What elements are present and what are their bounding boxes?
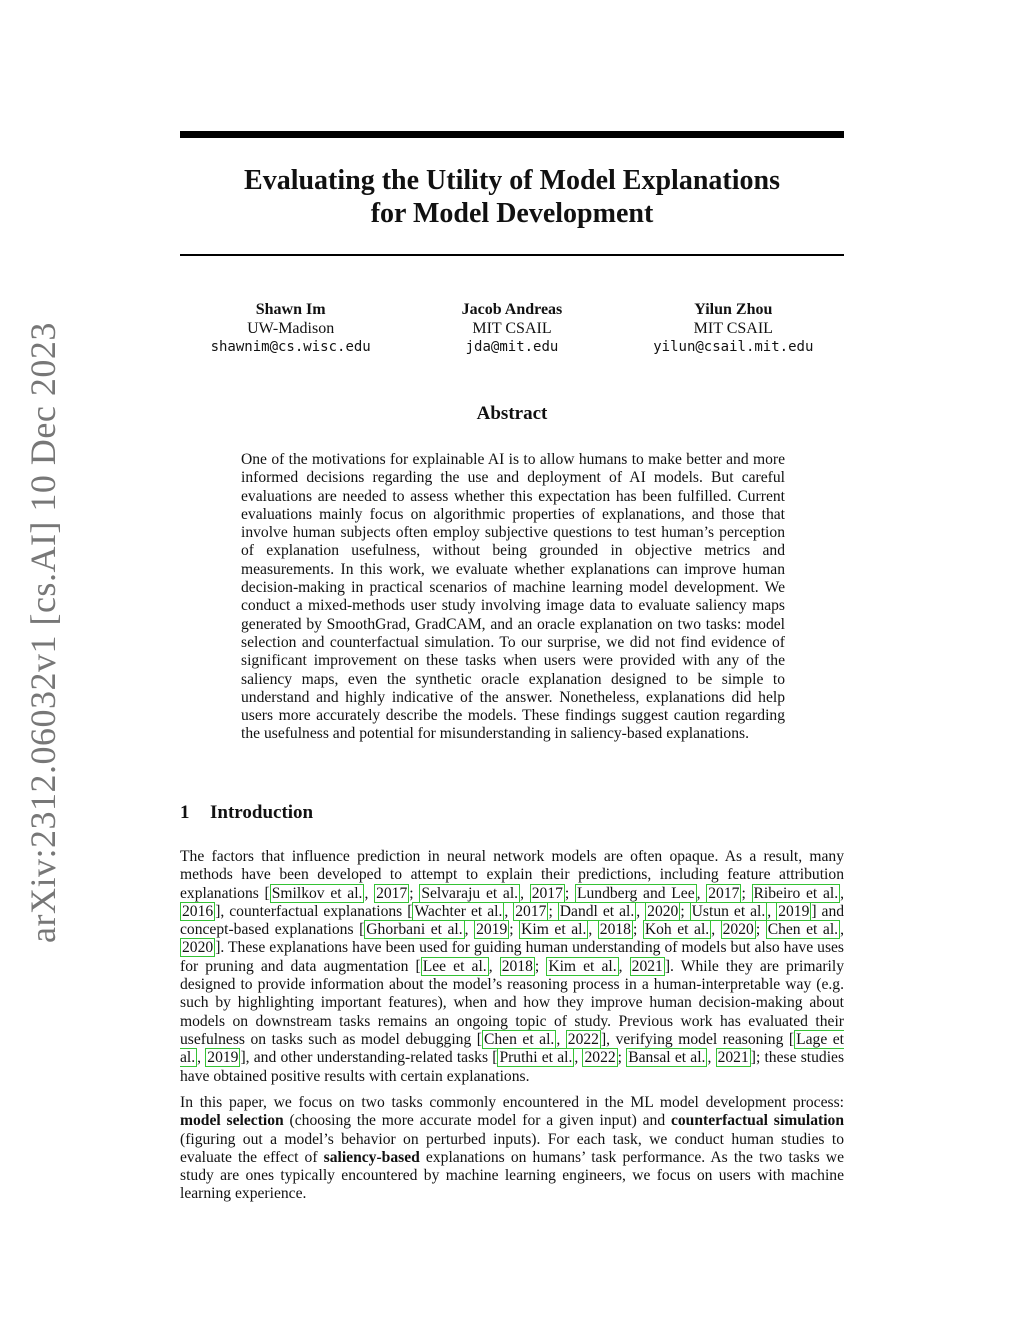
- author-2: [402, 300, 622, 357]
- citation-year-link[interactable]: 2022: [567, 1030, 599, 1048]
- citation-year-link[interactable]: 2017: [376, 884, 408, 902]
- text-run: ;: [509, 921, 520, 939]
- text-run: ;: [564, 884, 575, 902]
- abstract-text: One of the motivations for explainable AI is to allow humans to make better and more informed decisions regarding the use and deployment of AI models. But careful evaluations are needed to assess whether this expectation has been fulfilled. Current evaluations mainly focus on algorithmic properties of explanations, and those that involve human subjects often employ subjective questions to test human’s perception of explanation usefulness, without being grounded in objective metrics and measurements. In this work, we evaluate whether explanations can improve human decision-making in practical scenarios of machine learning model development. We conduct a mixed-methods user study involving image data to evaluate saliency maps generated by SmoothGrad, GradCAM, and an oracle explanation on two tasks: model selection and counterfactual simulation. To our surprise, we did not find evidence of significant improvement on these tasks when users were provided with any of the saliency maps, even the synthetic oracle explanation designed to be simple to understand and highly indicative of the answer. Nonetheless, explanations did help users more accurately describe the models. These findings suggest caution regarding the usefulness and potential for misunderstanding in saliency-based explanations.: [241, 451, 785, 743]
- citation-author-link[interactable]: Ustun et al.: [691, 902, 766, 920]
- author-name: Shawn Im: [255, 301, 326, 318]
- author-name: Yilun Zhou: [694, 301, 773, 318]
- text-run: ,: [574, 1049, 583, 1067]
- text-run: ;: [548, 902, 558, 920]
- citation-author-link[interactable]: Pruthi et al.: [499, 1049, 573, 1067]
- section-number: 1: [180, 802, 190, 823]
- citation-author-link[interactable]: Koh et al.: [644, 921, 710, 939]
- text-run: The factors that influence prediction in neural network models are often opaque. As a result, many methods have been developed to attempt to explain their predictions, including feature attribution explanations [: [180, 848, 844, 902]
- citation-author-link[interactable]: Lundberg and Lee: [576, 884, 695, 902]
- text-run: ;: [680, 902, 690, 920]
- text-run: ,: [556, 1030, 566, 1048]
- text-run: ,: [767, 902, 777, 920]
- author-email[interactable]: yilun@csail.mit.edu: [653, 339, 814, 355]
- citation-year-link[interactable]: 2020: [647, 902, 679, 920]
- text-run: ,: [464, 921, 475, 939]
- text-run: ;: [741, 884, 752, 902]
- citation-author-link[interactable]: Ghorbani et al.: [366, 921, 463, 939]
- citation-author-link[interactable]: Wachter et al.: [414, 902, 503, 920]
- citation-author-link[interactable]: Smilkov et al.: [271, 884, 363, 902]
- author-affiliation: MIT CSAIL: [693, 320, 773, 337]
- citation-year-link[interactable]: 2021: [717, 1049, 749, 1067]
- text-run: ,: [707, 1049, 716, 1067]
- text-run: ,: [696, 884, 707, 902]
- author-email[interactable]: jda@mit.edu: [465, 339, 559, 355]
- citation-year-link[interactable]: 2017: [708, 884, 740, 902]
- citation-author-link[interactable]: Ribeiro et al.: [753, 884, 839, 902]
- citation-year-link[interactable]: 2019: [476, 921, 508, 939]
- citation-year-link[interactable]: 2017: [531, 884, 563, 902]
- citation-year-link[interactable]: 2016: [182, 902, 214, 920]
- author-affiliation: MIT CSAIL: [472, 320, 552, 337]
- text-run: ], verifying model reasoning [: [600, 1030, 795, 1048]
- text-run: ,: [840, 921, 844, 939]
- citation-year-link[interactable]: 2018: [501, 957, 533, 975]
- citation-year-link[interactable]: 2019: [207, 1049, 239, 1067]
- intro-paragraph-2: [180, 1094, 844, 1204]
- citation-author-link[interactable]: Lee et al.: [422, 957, 487, 975]
- author-1: [181, 300, 401, 357]
- text-run: (choosing the more accurate model for a given input) and: [283, 1112, 671, 1130]
- title-line-1: Evaluating the Utility of Model Explanations: [244, 165, 780, 196]
- text-run: In this paper, we focus on two tasks commonly encountered in the ML model development process:: [180, 1094, 844, 1111]
- citation-author-link[interactable]: Bansal et al.: [628, 1049, 706, 1067]
- author-name: Jacob Andreas: [461, 301, 563, 318]
- bold-term: saliency-based: [323, 1148, 420, 1166]
- text-run: ]. While they are primarily designed to provide information about the model’s reasoning process in a human-interpretable way (e.g. such by highlighting important features), when and how they improve human decision-making about models on downstream tasks remains an ongoing topic of study. Previous work has evaluated their usefulness on tasks such as model debugging [: [180, 957, 845, 1048]
- author-affiliation: UW-Madison: [247, 320, 335, 337]
- bold-term: counterfactual simulation: [670, 1112, 844, 1130]
- author-3: [623, 300, 843, 357]
- citation-author-link[interactable]: Lage et al.: [180, 1030, 845, 1067]
- citation-author-link[interactable]: Selvaraju et al.: [421, 884, 519, 902]
- bold-term: model selection: [180, 1112, 284, 1130]
- text-run: ,: [840, 884, 845, 902]
- title-line-2: for Model Development: [370, 198, 654, 229]
- arxiv-stamp: arXiv:2312.06032v1 [cs.AI] 10 Dec 2023: [23, 322, 63, 943]
- citation-year-link[interactable]: 2018: [599, 921, 631, 939]
- citation-year-link[interactable]: 2020: [182, 939, 214, 957]
- citation-year-link[interactable]: 2017: [515, 902, 547, 920]
- title-bottom-rule: [180, 254, 844, 256]
- text-run: (figuring out a model’s behavior on perturbed inputs). For each task, we conduct human studies to evaluate the effect of: [180, 1130, 844, 1166]
- section-title: Introduction: [210, 802, 314, 823]
- text-run: ,: [711, 921, 721, 939]
- intro-paragraph-1: [180, 848, 844, 1086]
- citation-author-link[interactable]: Chen et al.: [767, 921, 839, 939]
- author-email[interactable]: shawnim@cs.wisc.edu: [210, 339, 371, 355]
- section-heading: [180, 802, 313, 824]
- citation-year-link[interactable]: 2022: [584, 1049, 616, 1067]
- text-run: ;: [617, 1049, 627, 1067]
- title-top-rule: [180, 131, 844, 138]
- text-run: ,: [504, 902, 514, 920]
- text-run: ,: [488, 957, 500, 975]
- citation-year-link[interactable]: 2020: [722, 921, 754, 939]
- citation-year-link[interactable]: 2021: [631, 957, 663, 975]
- text-run: ], counterfactual explanations [: [215, 902, 413, 920]
- text-run: ] and concept-based explanations [: [180, 902, 845, 939]
- citation-author-link[interactable]: Dandl et al.: [559, 902, 635, 920]
- text-run: ,: [364, 884, 375, 902]
- text-run: ;: [632, 921, 643, 939]
- text-run: explanations on humans’ task performance. As the two tasks we study are ones typically encountered by machine learning engineers, we focus on users with machine learning experience.: [180, 1148, 844, 1203]
- text-run: ,: [197, 1049, 206, 1067]
- text-run: ,: [588, 921, 598, 939]
- text-run: ;: [534, 957, 547, 975]
- text-run: ;: [755, 921, 766, 939]
- paper-title: [180, 164, 844, 230]
- text-run: ,: [636, 902, 646, 920]
- text-run: ]. These explanations have been used for guiding human understanding of models but also have uses for pruning and data augmentation [: [180, 939, 844, 975]
- abstract-heading: Abstract: [476, 403, 548, 424]
- text-run: ,: [618, 957, 630, 975]
- text-run: ;: [409, 884, 420, 902]
- citation-author-link[interactable]: Kim et al.: [548, 957, 617, 975]
- author-block: [180, 300, 844, 357]
- text-run: ], and other understanding-related tasks [: [240, 1049, 498, 1067]
- citation-author-link[interactable]: Chen et al.: [483, 1030, 555, 1048]
- text-run: ,: [520, 884, 530, 902]
- citation-year-link[interactable]: 2019: [778, 902, 810, 920]
- text-run: ]; these studies have obtained positive results with certain explanations.: [180, 1049, 845, 1085]
- citation-author-link[interactable]: Kim et al.: [521, 921, 587, 939]
